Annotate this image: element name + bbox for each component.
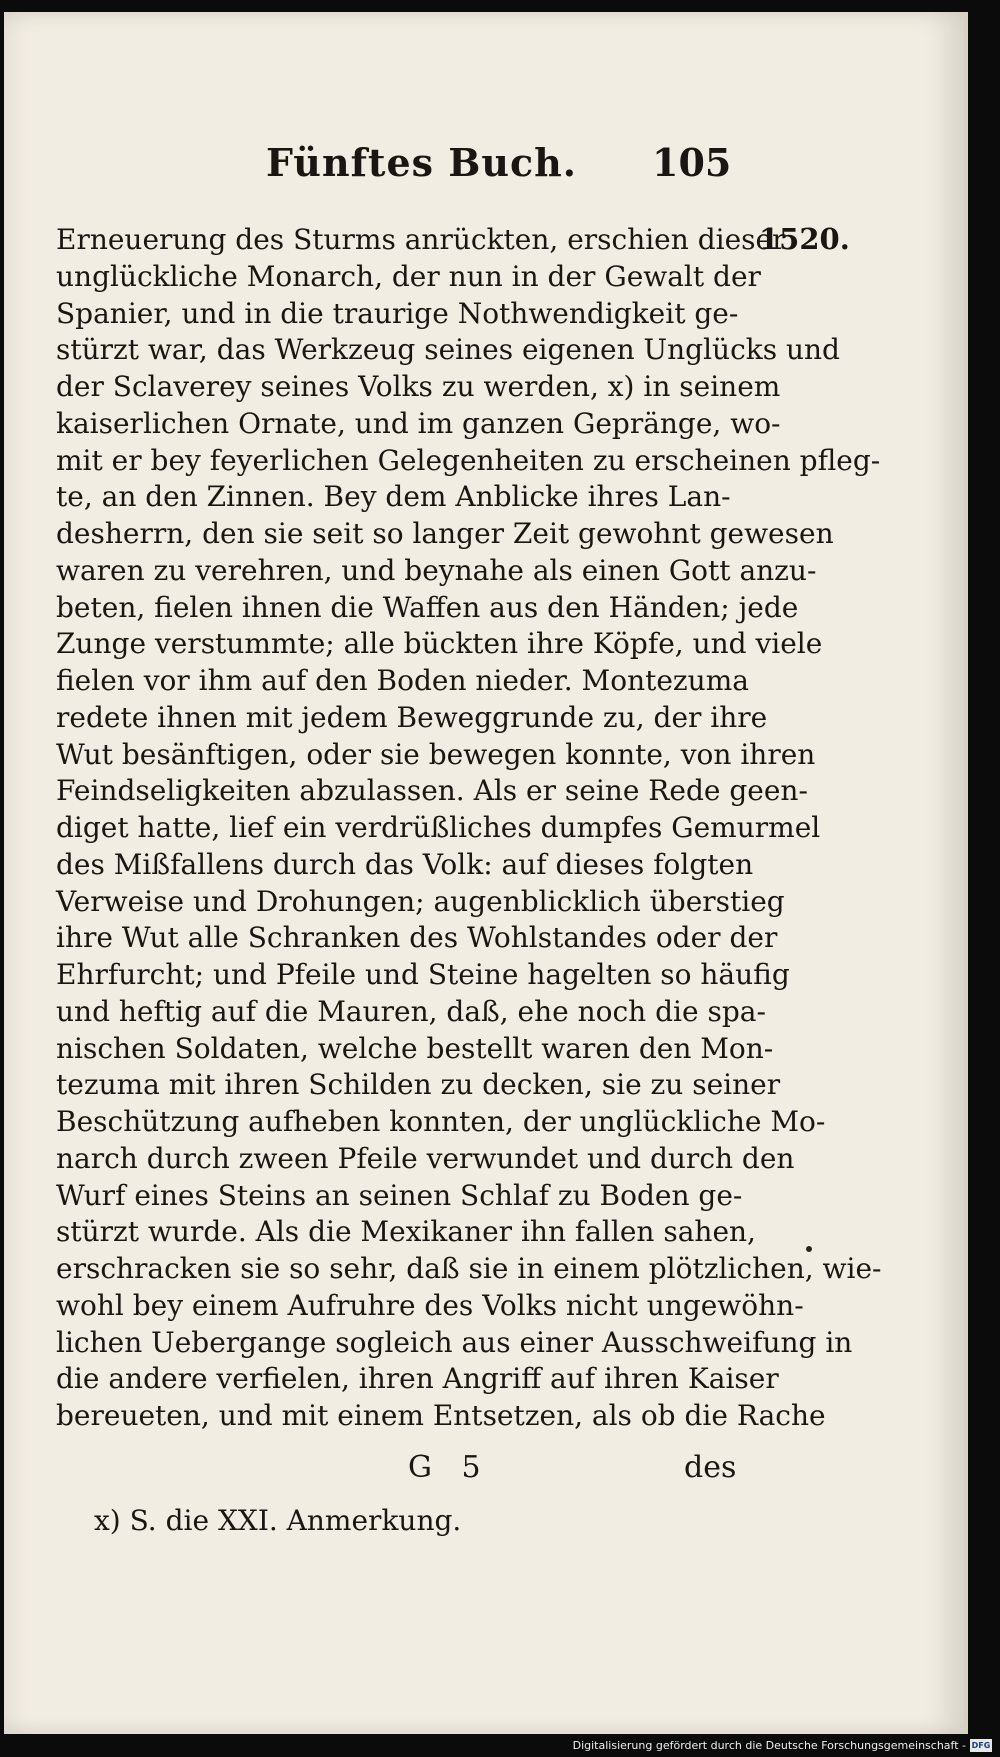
text-line: Zunge verstummte; alle bückten ihre Köpfe, und viele [56, 627, 823, 661]
text-line: tezuma mit ihren Schilden zu decken, sie zu seiner [56, 1068, 781, 1102]
text-line: te, an den Zinnen. Bey dem Anblicke ihres Lan- [56, 480, 731, 514]
digitization-credit [573, 1739, 992, 1752]
text-line: fielen vor ihm auf den Boden nieder. Montezuma [56, 664, 749, 697]
text-line: unglückliche Monarch, der nun in der Gewalt der [56, 259, 761, 293]
footnote: x) S. die XXI. Anmerkung. [94, 1504, 462, 1537]
page-header [4, 140, 964, 200]
book-page [4, 12, 964, 1734]
text-line: des Mißfallens durch das Volk: auf dieses folgten [56, 847, 754, 881]
text-line: narch durch zween Pfeile verwundet und durch den [56, 1141, 795, 1175]
text-line: desherrn, den sie seit so langer Zeit gewohnt gewesen [56, 517, 834, 550]
text-line: und heftig auf die Mauren, daß, ehe noch die spa- [56, 994, 766, 1028]
page-footer [4, 1450, 964, 1490]
text-line: die andere verfielen, ihren Angriff auf ihren Kaiser [56, 1362, 779, 1396]
text-line: Wut besänftigen, oder sie bewegen konnte, von ihren [56, 737, 816, 771]
page-number: 105 [652, 140, 732, 185]
text-line: Spanier, und in die traurige Nothwendigkeit ge- [56, 296, 739, 330]
text-line: beten, fielen ihnen die Waffen aus den Händen; jede [56, 590, 799, 624]
text-line: redete ihnen mit jedem Beweggrunde zu, der ihre [56, 700, 768, 734]
text-line: waren zu verehren, und beynahe als einen Gott anzu- [56, 553, 817, 587]
text-line: kaiserlichen Ornate, und im ganzen Gepränge, wo- [56, 406, 781, 440]
text-line: Verweise und Drohungen; augenblicklich überstieg [56, 884, 785, 918]
text-line: Erneuerung des Sturms anrückten, erschien dieser [56, 223, 786, 256]
credit-text: Digitalisierung gefördert durch die Deutsche Forschungsgemeinschaft - [572, 1739, 966, 1752]
page-edge [964, 12, 968, 1734]
text-line: Wurf eines Steins an seinen Schlaf zu Boden ge- [56, 1178, 743, 1212]
dfg-logo: DFG [971, 1741, 991, 1750]
text-line: bereueten, und mit einem Entsetzen, als ob die Rache [56, 1399, 826, 1432]
catchword: des [684, 1450, 737, 1485]
text-line: lichen Uebergange sogleich aus einer Ausschweifung in [56, 1325, 853, 1359]
ink-speck [806, 1246, 812, 1252]
text-line: Beschützung aufheben konnten, der unglückliche Mo- [56, 1105, 826, 1138]
signature-mark: G 5 [408, 1450, 491, 1485]
text-line: der Sclaverey seines Volks zu werden, x) in seinem [56, 370, 781, 403]
text-line: Ehrfurcht; und Pfeile und Steine hagelten so häufig [56, 958, 790, 991]
text-line: ihre Wut alle Schranken des Wohlstandes oder der [56, 921, 778, 955]
text-line: stürzt war, das Werkzeug seines eigenen Unglücks und [56, 333, 840, 367]
text-line: mit er bey feyerlichen Gelegenheiten zu erscheinen pfleg- [56, 443, 881, 477]
running-title: Fünftes Buch. [266, 140, 578, 185]
text-line: diget hatte, lief ein verdrüßliches dumpfes Gemurmel [56, 811, 821, 844]
margin-year: 1520. [759, 222, 850, 256]
text-line: stürzt wurde. Als die Mexikaner ihn fallen sahen, [56, 1215, 756, 1249]
text-line: wohl bey einem Aufruhre des Volks nicht ungewöhn- [56, 1288, 804, 1322]
text-line: Feindseligkeiten abzulassen. Als er seine Rede geen- [56, 774, 808, 808]
text-line: erschracken sie so sehr, daß sie in einem plötzlichen, wie- [56, 1252, 882, 1285]
text-line: nischen Soldaten, welche bestellt waren den Mon- [56, 1031, 774, 1065]
